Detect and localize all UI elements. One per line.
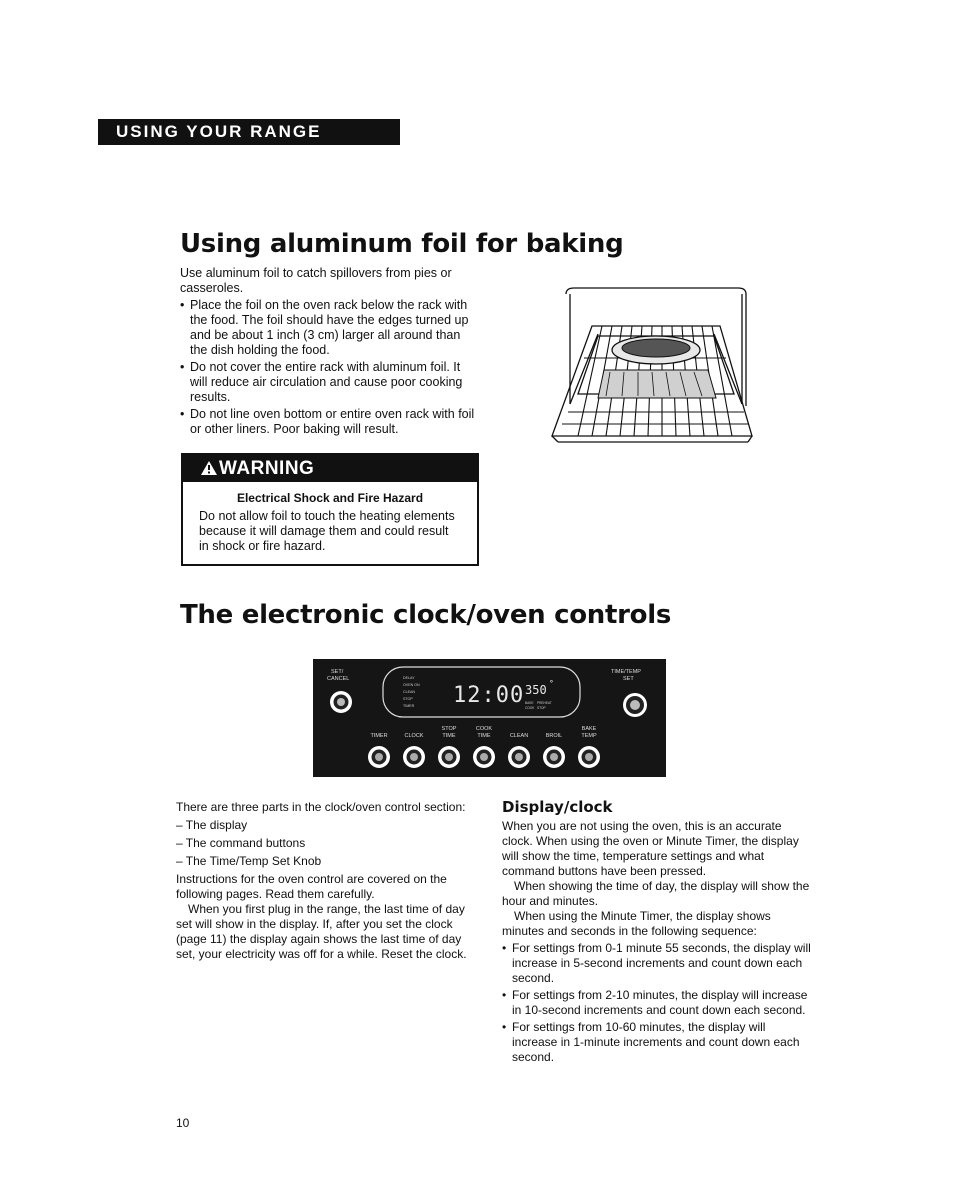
set-cancel-label-line1: SET/ xyxy=(331,669,344,675)
button-label: CLOCK xyxy=(404,733,424,739)
timer-bullet-list xyxy=(502,941,812,1065)
button-center xyxy=(480,753,488,761)
button-label: BROIL xyxy=(545,733,563,739)
foil-bullet: • Do not line oven bottom or entire oven rack with foil or other liners. Poor baking will result. xyxy=(180,407,480,437)
display-small-label: COOK xyxy=(525,706,535,710)
display-small-label: STOP xyxy=(537,706,546,710)
warning-header xyxy=(183,455,477,482)
oven-display xyxy=(383,667,580,717)
broil-button[interactable] xyxy=(543,733,565,768)
warning-body: Do not allow foil to touch the heating elements because it will damage them and could result in shock or fire hazard. xyxy=(199,509,455,553)
control-part-item: – The display xyxy=(176,818,248,832)
button-center xyxy=(550,753,558,761)
button-label: TIME xyxy=(442,733,456,739)
clock-paragraph: Instructions for the oven control are covered on the following pages. Read them carefully. xyxy=(176,872,447,901)
button-label: TIMER xyxy=(370,733,388,739)
display-temperature: 350 xyxy=(525,683,547,697)
display-small-label: PREHEAT xyxy=(537,701,552,705)
button-center xyxy=(585,753,593,761)
oven-rack-illustration xyxy=(548,286,754,450)
clock-intro-column xyxy=(176,800,476,962)
button-center xyxy=(515,753,523,761)
display-paragraph: When you are not using the oven, this is an accurate clock. When using the oven or Minute Timer, the display will show the time, temperature settings and what command buttons have been pressed. xyxy=(502,819,799,878)
warning-box xyxy=(181,453,479,566)
button-label: TIME xyxy=(477,733,491,739)
oven-control-panel xyxy=(313,659,666,777)
section-header: USING YOUR RANGE xyxy=(98,119,400,145)
display-small-label: BAKE xyxy=(525,701,534,705)
indicator-label: DELAY xyxy=(403,676,415,680)
time-temp-label-line1: TIME/TEMP xyxy=(611,669,641,675)
foil-bullet: • Do not cover the entire rack with aluminum foil. It will reduce air circulation and cause poor cooking results. xyxy=(180,360,480,405)
control-part-item: – The Time/Temp Set Knob xyxy=(176,854,322,868)
clock-button[interactable] xyxy=(403,733,425,768)
clean-button[interactable] xyxy=(508,733,530,768)
display-paragraph: When using the Minute Timer, the display shows minutes and seconds in the following sequence: xyxy=(502,909,771,938)
button-center xyxy=(445,753,453,761)
warning-triangle-icon xyxy=(201,461,217,475)
display-degree: ° xyxy=(549,679,554,688)
timer-bullet: • For settings from 10-60 minutes, the display will increase in 1-minute increments and count down each second. xyxy=(502,1020,812,1065)
set-cancel-label-line2: CANCEL xyxy=(327,676,350,682)
timer-button[interactable] xyxy=(368,733,390,768)
foil-section-title: Using aluminum foil for baking xyxy=(180,229,624,259)
time-temp-set-knob[interactable] xyxy=(623,693,647,717)
timer-bullet: • For settings from 0-1 minute 55 seconds, the display will increase in 5-second increments and count down each second. xyxy=(502,941,812,986)
display-paragraph: When showing the time of day, the display will show the hour and minutes. xyxy=(502,879,810,908)
clock-intro-text: There are three parts in the clock/oven control section: xyxy=(176,800,466,814)
indicator-label: CLEAN xyxy=(403,690,415,694)
foil-bullet: • Place the foil on the oven rack below the rack with the food. The foil should have the edges turned up and be about 1 inch (3 cm) larger all around than the dish holding the food. xyxy=(180,298,480,358)
indicator-label: TIMER xyxy=(403,704,415,708)
button-center xyxy=(410,753,418,761)
control-parts-list xyxy=(176,818,476,869)
clock-paragraph: When you first plug in the range, the last time of day set will show in the display. If, after you set the clock (page 11) the display again shows the last time of day set, your electricity was off for a while. Reset the clock. xyxy=(176,902,467,961)
control-part-item: – The command buttons xyxy=(176,836,306,850)
display-clock-heading: Display/clock xyxy=(502,798,613,816)
display-time: 12:00 xyxy=(453,683,525,708)
button-label: TEMP xyxy=(581,733,597,739)
foil-bullet-list xyxy=(180,298,480,437)
controls-section-title: The electronic clock/oven controls xyxy=(180,600,671,630)
indicator-label: OVEN ON xyxy=(403,683,420,687)
foil-intro-text: Use aluminum foil to catch spillovers from pies or casseroles. xyxy=(180,266,452,295)
page-number: 10 xyxy=(176,1116,190,1130)
button-center xyxy=(375,753,383,761)
warning-label: WARNING xyxy=(219,458,315,479)
button-label: COOK xyxy=(475,726,493,732)
button-label: CLEAN xyxy=(509,733,529,739)
set-cancel-button[interactable] xyxy=(330,691,352,713)
display-clock-column xyxy=(502,800,812,1067)
time-temp-label-line2: SET xyxy=(623,676,634,682)
warning-title: Electrical Shock and Fire Hazard xyxy=(236,491,424,505)
button-label: BAKE xyxy=(581,726,597,732)
foil-instructions xyxy=(180,266,480,439)
button-label: STOP xyxy=(441,726,457,732)
indicator-label: STOP xyxy=(403,697,413,701)
timer-bullet: • For settings from 2-10 minutes, the display will increase in 10-second increments and count down each second. xyxy=(502,988,812,1018)
